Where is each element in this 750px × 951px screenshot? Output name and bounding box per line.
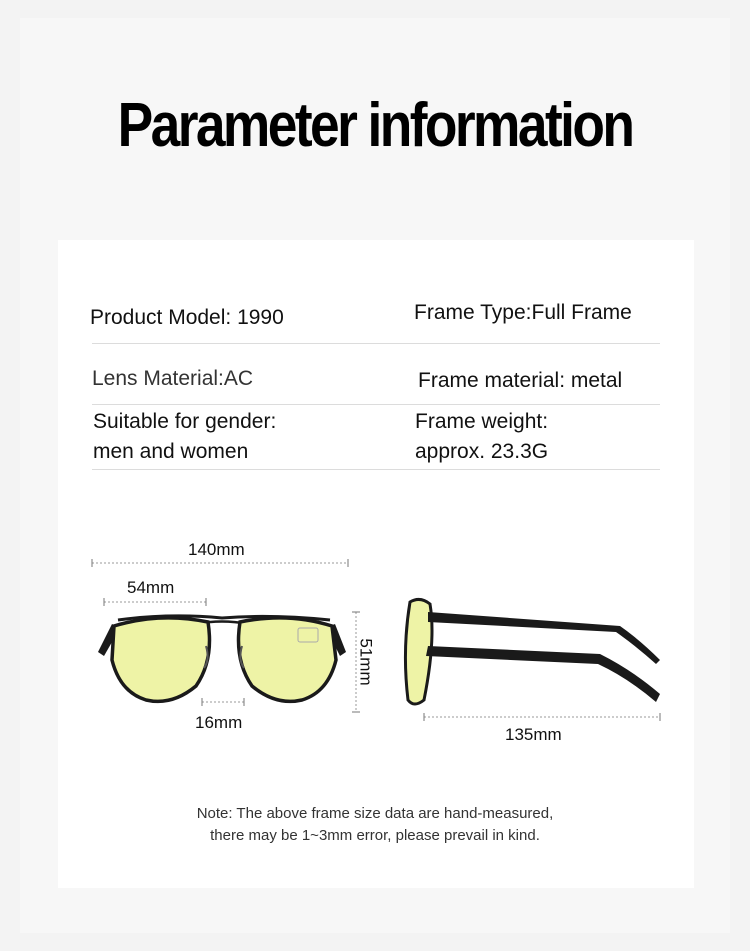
- dim-lens-width-label: 54mm: [127, 578, 175, 597]
- spec-weight-value: approx. 23.3G: [415, 440, 549, 463]
- side-view-glasses: [405, 599, 660, 704]
- page-title: Parameter information: [117, 91, 633, 160]
- side-temple-lower: [426, 646, 660, 702]
- right-lens: [239, 618, 337, 702]
- dim-lens-height-label: 51mm: [356, 638, 376, 686]
- spec-gender-value: men and women: [93, 440, 249, 463]
- spec-weight-label: Frame weight:: [415, 410, 549, 433]
- spec-lens-material: Lens Material:AC: [92, 367, 254, 390]
- dim-total-width-label: 140mm: [188, 540, 245, 559]
- spec-gender-label: Suitable for gender:: [93, 410, 277, 433]
- note-line-1: Note: The above frame size data are hand-measured,: [196, 805, 554, 822]
- spec-product-model: Product Model: 1990: [90, 306, 284, 329]
- front-view-glasses: [98, 616, 346, 701]
- spec-frame-material: Frame material: metal: [418, 369, 623, 392]
- spec-frame-type: Frame Type:Full Frame: [414, 301, 632, 324]
- dim-temple-length-label: 135mm: [505, 725, 562, 744]
- note-line-2: there may be 1~3mm error, please prevail in kind.: [210, 827, 540, 844]
- dim-bridge-label: 16mm: [195, 713, 243, 732]
- left-lens: [112, 618, 210, 702]
